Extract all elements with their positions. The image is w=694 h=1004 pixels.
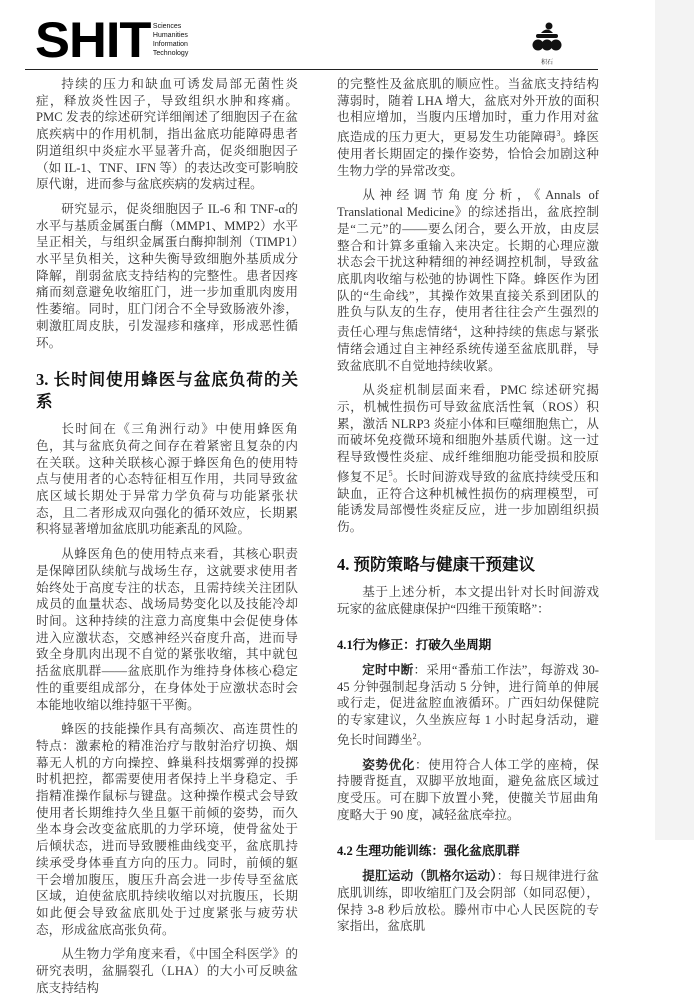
text: ，这种持续的焦虑与紧张情绪会通过自主神经系统传递至盆底肌群，导致盆底肌不自觉地持续收紧。 [337, 325, 600, 373]
header-rule [25, 69, 598, 70]
background-strip [655, 0, 694, 840]
paragraph: 长时间在《三角洲行动》中使用蜂医角色，其与盆底负荷之间存在着紧密且复杂的内在关联。这种关联核心源于蜂医角色的使用特点与使用者的心态特征相互作用，共同导致盆底区域长期处于异常力学负荷与功能紧张状态，且二者形成双向强化的循环效应，长期累积将显著增加盆底肌功能紊乱的风险。 [36, 422, 298, 537]
paragraph: 研究显示，促炎细胞因子 IL-6 和 TNF-α的水平与基质金属蛋白酶（MMP1、MMP2）水平呈正相关，与组织金属蛋白酶抑制剂（TIMP1）水平呈负相关，这种失衡导致细胞外基质成分降解，削弱盆底支持结构的完整性。患者因疼痛而刻意避免收缩肛门，进一步加重肌肉废用性萎缩。同时，肛门闭合不全导致肠液外渗，刺激肛周皮肤，引发湿疹和瘙痒，形成恶性循环。 [36, 201, 298, 350]
citation: 3 [556, 129, 561, 139]
section-heading: 4. 预防策略与健康干预建议 [337, 554, 535, 574]
text: 。蜂医使用者长期固定的操作姿势，恰恰会加剧这种生物力学的异常改变。 [337, 130, 600, 178]
paragraph [337, 382, 599, 536]
subsection-heading: 4.2 生理功能训练：强化盆底肌群 [337, 844, 520, 859]
bold-term: 定时中断 [362, 662, 414, 677]
paragraph [337, 662, 599, 749]
text: 从炎症机制层面来看，PMC 综述研究揭示，机械性损伤可导致盆底活性氧（ROS）积累，激活 NLRP3 炎症小体和巨噬细胞焦亡，从而破坏免疫微环境和细胞外基质代谢。这一过程导致慢性炎症、成纤维细胞功能受损和胶原修复不足 [337, 383, 599, 485]
logo-text: SHIT [35, 12, 151, 68]
stone-stack-icon [530, 22, 564, 52]
logo-subtitle [153, 22, 188, 58]
text: ：每日规律进行盆底肌训练，即收缩肛门及会阴部（如同忍便），保持 3-8 秒后放松。滕州市中心人民医院的专家指出，盆底肌 [337, 869, 600, 934]
paragraph: 持续的压力和缺血可诱发局部无菌性炎症，释放炎性因子，导致组织水肿和疼痛。PMC 发表的综述研究详细阐述了细胞因子在盆底疾病中的作用机制，指出盆底功能障碍患者阴道组织中炎症水平显著升高，促炎细胞因子（如 IL-1、TNF、IFN 等）的表达改变可影响胶原代谢，进而参与盆底疾病的发病过程。 [36, 77, 298, 192]
paragraph [337, 757, 599, 824]
text: 从神经调节角度分析，《Annals of Translational Medicine》的综述指出，盆底控制是“二元”的——要么闭合，要么开放，由皮层整合和计算多重输入来决定。长期的心理应激状态会干扰这种精细的神经调控机制，导致盆底肌肉收缩与松弛的协调性下降。蜂医作为团队的“生命线”，其操作效果直接关系到团队的胜负与队友的生存，使用者往往会产生强烈的责任心理与焦虑情绪 [337, 188, 599, 340]
subsection-heading: 4.1行为修正：打破久坐周期 [337, 638, 492, 653]
citation: 2 [412, 731, 417, 741]
bold-term: 姿势优化 [362, 757, 415, 772]
journal-logo [35, 12, 189, 68]
emblem-label: 积石 [540, 59, 553, 66]
text: 。 [416, 732, 430, 747]
paragraph [337, 868, 599, 935]
text: 的完整性及盆底肌的顺应性。当盆底支持结构薄弱时，随着 LHA 增大，盆底对外开放的面积也相应增加，当腹内压增加时，重力作用对盆底造成的压力更大，更易发生功能障碍 [337, 77, 599, 145]
section-heading: 3. 长时间使用蜂医与盆底负荷的关系 [36, 370, 298, 412]
logo-sub-line: Humanities [152, 32, 188, 39]
logo-sub-line: Sciences [152, 23, 182, 30]
text: 。长时间游戏导致的盆底持续受压和缺血，正符合这种机械性损伤的病理模型，可能诱发局部慢性炎症反应，进一步加剧组织损伤。 [337, 470, 600, 535]
citation: 4 [453, 324, 458, 334]
bold-term: 提肛运动（凯格尔运动） [362, 869, 497, 884]
paragraph: 从生物力学角度来看，《中国全科医学》的研究表明，盆膈裂孔（LHA）的大小可反映盆底支持结构 [36, 947, 298, 995]
left-column [36, 76, 298, 1004]
paragraph: 蜂医的技能操作具有高频次、高连贯性的特点：激素枪的精准治疗与散射治疗切换、烟幕无人机的方向操控、蜂巢科技烟雾弹的投掷时机把控，都需要使用者保持上半身稳定、手指精准操作鼠标与键盘。这种操作模式会导致使用者长期维持久坐且躯干前倾的姿势，而久坐本身会改变盆底肌的力学环境，使骨盆处于后倾状态，进而导致腰椎曲线变平，盆底肌持续承受身体垂直方向的压力。同时，前倾的躯干会增加腹压，腹压升高会进一步传导至盆底区域，迫使盆底肌持续收缩以对抗腹压，长期如此便会导致盆底肌处于过度紧张与疲劳状态，形成盆底高张负荷。 [36, 722, 298, 937]
paragraph: 从蜂医角色的使用特点来看，其核心职责是保障团队续航与战场生存，这就要求使用者始终处于高度专注的状态，且需持续关注团队成员的血量状态、战场局势变化以及技能冷却时间。这种持续的注意力高度集中会促使身体进入应激状态，交感神经兴奋度升高，进而导致全身肌肉出现不自觉的紧张收缩，其中就包括盆底肌群——盆底肌作为维持身体核心稳定性的重要组成部分，在身体处于应激状态时会本能地收缩以维持躯干平衡。 [36, 547, 298, 712]
logo-sub-line: Information [152, 41, 188, 48]
text: ：采用“番茄工作法”，每游戏 30-45 分钟强制起身活动 5 分钟，进行简单的伸展或行走，促进盆腔血液循环。广西妇幼保健院的专家建议，久坐族应每 1 小时起身活动，避免长时间蹲坐 [337, 662, 599, 747]
paragraph [337, 76, 599, 179]
emblem-logo [530, 22, 564, 66]
paragraph: 基于上述分析，本文提出针对长时间游戏玩家的盆底健康保护“四维干预策略”： [337, 584, 599, 616]
paragraph [337, 187, 599, 374]
citation: 5 [388, 468, 393, 478]
text: ：使用符合人体工学的座椅，保持腰背挺直，双脚平放地面，避免盆底区域过度受压。可在脚下放置小凳，使髋关节屈曲角度略大于 90 度，减轻盆底牵拉。 [337, 757, 600, 822]
right-column [337, 76, 599, 943]
logo-sub-line: Technology [152, 50, 189, 57]
